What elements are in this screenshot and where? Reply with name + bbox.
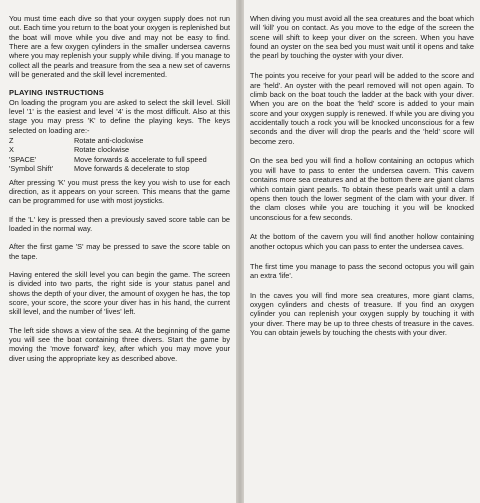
key-row	[9, 136, 207, 145]
sea-view-paragraph: The left side shows a view of the sea. At the beginning of the game you will see the boat containing three divers. Start the game by moving the 'move forward' key, after which you may move your diver using the appropriate key as described above.	[9, 325, 230, 363]
screen-layout-paragraph: Having entered the skill level you can begin the game. The screen is divided into two parts, the right side is your status panel and shows the depth of your diver, the amount of oxygen he has, the top score, your score, the score your diver has in his hand, the current skill level, and the number of 'lives' left.	[9, 269, 230, 317]
points-paragraph: The points you receive for your pearl will be added to the score and are 'held'. An oyster with the pearl removed will not open again. To climb back on the boat touch the ladder at the back with your diver. When you are on the boat the 'held' score is added to your main score and your oxygen supply is renewed. If while you are diving you accidentally touch a rock you will be knocked unconscious for a few seconds and the diver will drop the pearls and the 'held' score will become zero.	[250, 71, 474, 146]
cavern-bottom-paragraph: At the bottom of the cavern you will find another hollow containing another octopus which you can pass to enter the undersea caves.	[250, 232, 474, 251]
save-score-paragraph: After the first game 'S' may be pressed to save the score table on the tape.	[9, 242, 230, 261]
sea-bed-paragraph: On the sea bed you will find a hollow containing an octopus which you will have to pass to enter the undersea cavern. This cavern contains more sea creatures and at the bottom there are giant clams which contain giant pearls. To obtain these pearls wait until a clam opens then touch the lower segment of the clam with your diver. If the clam closes while you are touching it you will be knocked unconscious for a few seconds.	[250, 156, 474, 222]
key-action: Rotate anti-clockwise	[74, 136, 144, 146]
key-name: 'SPACE'	[9, 154, 37, 164]
key-row	[9, 145, 207, 154]
extra-life-paragraph: The first time you manage to pass the second octopus you will gain an extra 'life'.	[250, 261, 474, 280]
load-score-paragraph: If the 'L' key is pressed then a previously saved score table can be loaded in the normal way.	[9, 214, 230, 233]
diving-paragraph: When diving you must avoid all the sea creatures and the boat which will 'kill' you on contact. As you move to the edge of the screen the scene will shift to keep your diver on the screen. When you have found an oyster on the sea bed you must wait until it opens and take the pearl by touching the oyster with your diver.	[250, 14, 474, 61]
key-row	[9, 155, 207, 164]
key-name: 'Symbol Shift'	[9, 164, 54, 174]
define-keys-paragraph: After pressing 'K' you must press the key you wish to use for each direction, as it appears on your screen. This means that the game can be programmed for use with most joysticks.	[9, 177, 230, 206]
left-page	[0, 0, 236, 503]
caves-paragraph: In the caves you will find more sea creatures, more giant clams, oxygen cylinders and chests of treasure. If you find an oxygen cylinder you can replenish your oxygen supply by touching it with your diver. There may be up to three chests of treasure in the caves. You can obtain jewels by touching the chests with your diver.	[250, 290, 474, 338]
key-action: Rotate clockwise	[74, 145, 130, 155]
key-name: Z	[9, 136, 14, 146]
right-column	[250, 14, 474, 348]
right-page	[244, 0, 480, 503]
key-table	[9, 136, 207, 173]
key-row	[9, 164, 207, 173]
skill-level-paragraph: On loading the program you are asked to select the skill level. Skill level '1' is the easiest and level '4' is the most difficult. Also at this stage you may press 'K' to define the playing keys. The keys selected on loading are:-	[9, 97, 230, 135]
key-action: Move forwards & accelerate to full speed	[74, 154, 207, 164]
playing-instructions-heading: PLAYING INSTRUCTIONS	[9, 88, 104, 98]
key-name: X	[9, 145, 14, 155]
left-column	[9, 14, 230, 372]
key-action: Move forwards & decelerate to stop	[74, 164, 190, 174]
book-spine	[236, 0, 244, 503]
oxygen-paragraph: You must time each dive so that your oxygen supply does not run out. Each time you return to the boat your oxygen is replenished but the boat will move while you dive and may not be easy to find. There are a few oxygen cylinders in the smaller undersea caverns where you may replenish your supply while diving. If you manage to collect all the pearls and treasure from the sea a new set of caverns will be generated and the skill level incremented.	[9, 14, 230, 80]
